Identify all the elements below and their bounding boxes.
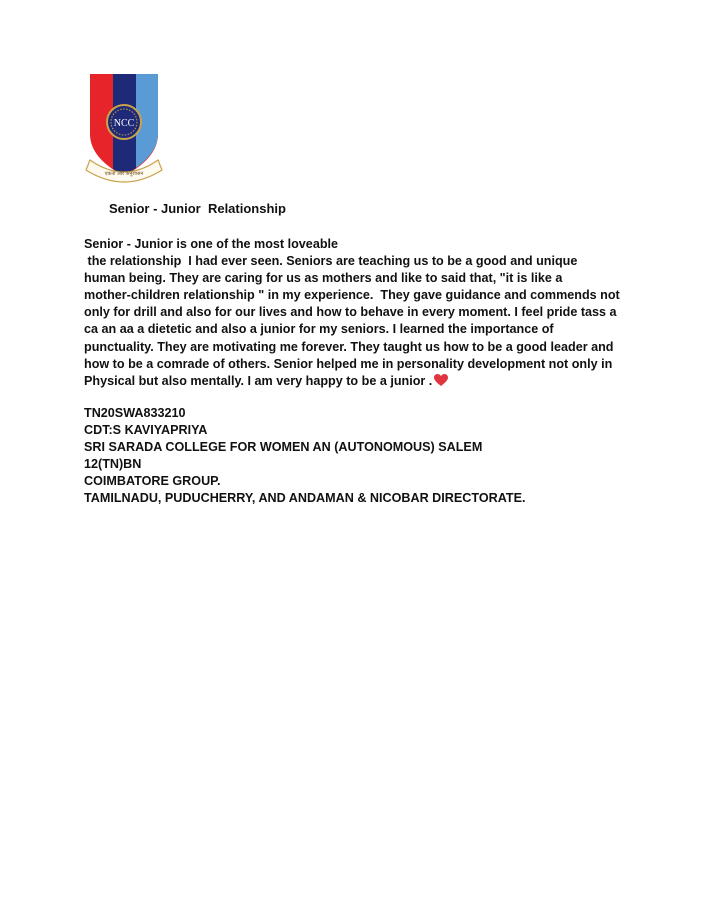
directorate: TAMILNADU, PUDUCHERRY, AND ANDAMAN & NICOBAR DIRECTORATE. <box>84 491 526 506</box>
signature-block <box>84 405 525 508</box>
body-line: the relationship I had ever seen. Seniors are teaching us to be a good and unique <box>84 254 578 269</box>
ncc-logo-text: NCC <box>113 118 135 129</box>
battalion: 12(TN)BN <box>84 457 142 472</box>
ncc-logo <box>84 72 164 184</box>
cadet-id: TN20SWA833210 <box>84 406 186 420</box>
body-line: only for drill and also for our lives and how to behave in every moment. I feel pride tass a <box>84 305 617 320</box>
body-line: Senior - Junior is one of the most loveable <box>84 237 339 251</box>
body-line: mother-children relationship " in my experience. They gave guidance and commends not <box>84 288 620 303</box>
body-line-last <box>84 373 654 390</box>
body-line: human being. They are caring for us as mothers and like to said that, "it is like a <box>84 271 563 286</box>
body-line-text: Physical but also mentally. I am very happy to be a junior . <box>84 373 433 388</box>
heart-icon <box>434 374 448 387</box>
group-name: COIMBATORE GROUP. <box>84 474 221 489</box>
body-line: how to be a comrade of others. Senior helped me in personality development not only in <box>84 356 613 371</box>
page-title: Senior - Junior Relationship <box>109 201 286 216</box>
college-name: SRI SARADA COLLEGE FOR WOMEN AN (AUTONOMOUS) SALEM <box>84 440 483 455</box>
body-line: ca an aa a dietetic and also a junior for my seniors. I learned the importance of <box>84 322 554 337</box>
cadet-name: CDT:S KAVIYAPRIYA <box>84 423 208 438</box>
ncc-motto: एकता और अनुशासन <box>104 171 144 177</box>
body-paragraph <box>84 236 654 390</box>
body-line: punctuality. They are motivating me forever. They taught us how to be a good leader and <box>84 339 614 354</box>
